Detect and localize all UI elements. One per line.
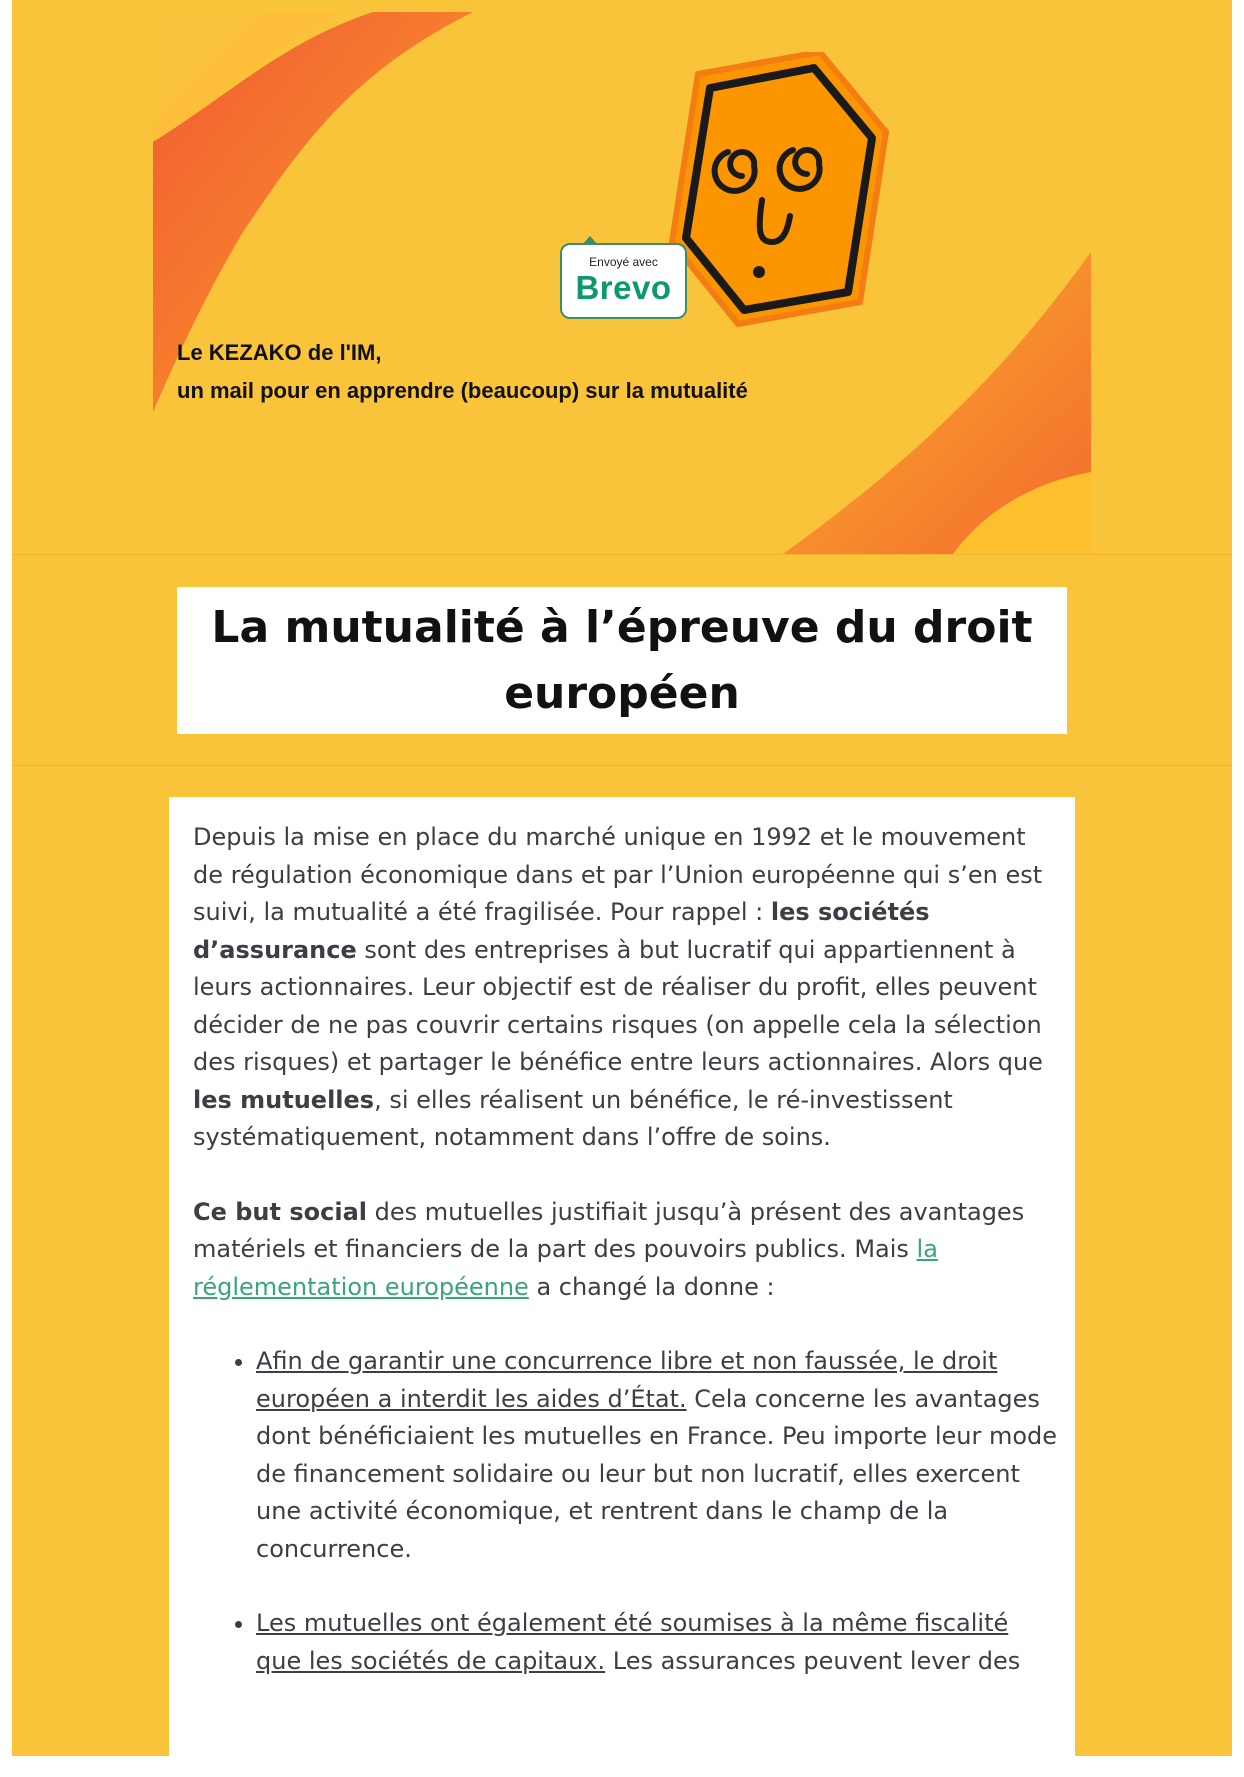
brevo-logo: Brevo — [575, 269, 672, 306]
header-line-2: un mail pour en apprendre (beaucoup) sur la mutualité — [177, 378, 748, 403]
paragraph-social-goal: Ce but social des mutuelles justifiait jusqu’à présent des avantages matériels et financiers de la part des pouvoirs publics. Mais la réglementation européenne a changé la donne : — [193, 1197, 1025, 1301]
header-line-1: Le KEZAKO de l'IM, — [177, 340, 382, 365]
title-box — [177, 587, 1067, 734]
regulation-link[interactable]: la réglementation européenne — [193, 1235, 938, 1301]
list-item: • Les mutuelles ont également été soumises à la même fiscalité que les sociétés de capitaux. Les assurances peuvent lever des — [256, 1605, 1061, 1680]
mascot-hexagon-face-icon — [658, 52, 898, 352]
newsletter-header — [177, 334, 748, 410]
changes-list — [193, 1343, 1061, 1680]
article-title: La mutualité à l’épreuve du droit européen — [211, 601, 1033, 719]
section-divider — [12, 554, 1232, 555]
article-content — [169, 797, 1075, 1777]
badge-sent-text: Envoyé avec — [589, 255, 658, 269]
section-divider — [12, 765, 1232, 766]
hero-banner — [153, 12, 1091, 554]
paragraph-intro: Depuis la mise en place du marché unique en 1992 et le mouvement de régulation économique dans et par l’Union européenne qui s’en est suivi, la mutualité a été fragilisée. Pour rappel : les sociétés d’assurance sont des entreprises à but lucratif qui appartiennent à leurs actionnaires. Leur objectif est de réaliser du profit, elles peuvent décider de ne pas couvrir certains risques (on appelle cela la sélection des risques) et partager le bénéfice entre leurs actionnaires. Alors que les mutuelles, si elles réalisent un bénéfice, le ré-investissent systématiquement, notamment dans l’offre de soins. — [193, 823, 1043, 1151]
brevo-badge[interactable] — [560, 243, 687, 319]
list-item: • Afin de garantir une concurrence libre et non faussée, le droit européen a interdit les aides d’État. Cela concerne les avantages dont bénéficiaient les mutuelles en France. Peu importe leur mode de financement solidaire ou leur but non lucratif, elles exercent une activité économique, et rentrent dans le champ de la concurrence. — [256, 1343, 1061, 1568]
